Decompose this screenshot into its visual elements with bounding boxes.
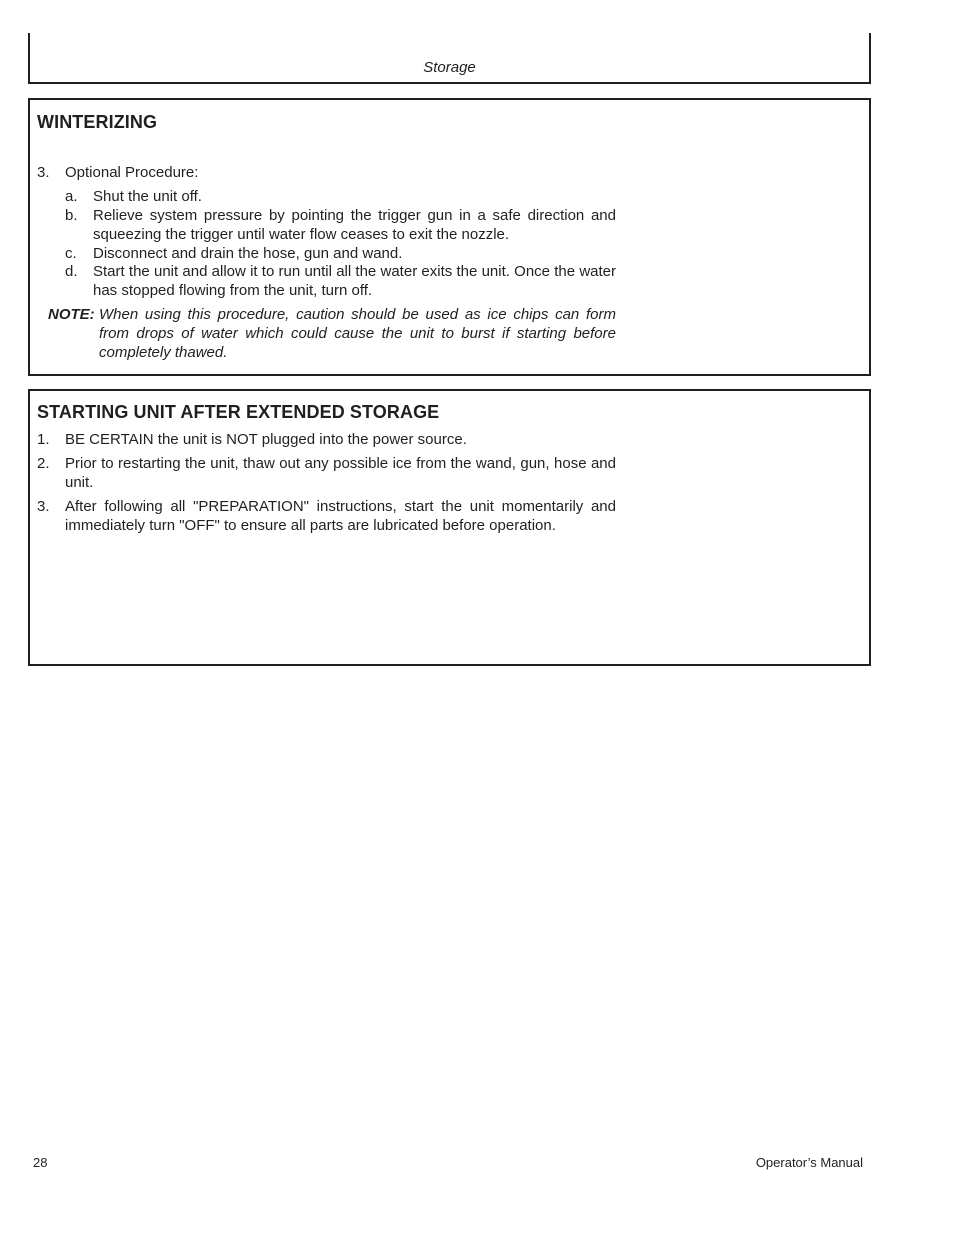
substep-letter: b. [65, 207, 78, 224]
step-text: After following all "PREPARATION" instructions, start the unit momentarily and immediately turn "OFF" to ensure all parts are lubricated before operation. [65, 498, 616, 534]
step-text: BE CERTAIN the unit is NOT plugged into the power source. [65, 431, 467, 448]
substep-letter: c. [65, 245, 77, 262]
page-number: 28 [33, 1155, 48, 1170]
substep-letter: a. [65, 188, 78, 205]
winterizing-heading: WINTERIZING [37, 112, 158, 132]
step-number: 3. [37, 164, 50, 181]
manual-title: Operator’s Manual [755, 1155, 863, 1170]
substep-text: Shut the unit off. [93, 188, 202, 205]
step-text: Optional Procedure: [65, 164, 199, 181]
substep-text: Relieve system pressure by pointing the trigger gun in a safe direction and squeezing the trigger until water flow ceases to exit the nozzle. [93, 207, 616, 243]
substep-text: Start the unit and allow it to run until all the water exits the unit. Once the water has stopped flowing from the unit, turn off. [93, 263, 616, 299]
starting-unit-section [28, 389, 871, 666]
winterizing-section [28, 98, 871, 376]
substep-text: Disconnect and drain the hose, gun and wand. [93, 245, 403, 262]
starting-heading: STARTING UNIT AFTER EXTENDED STORAGE [37, 402, 440, 422]
note-text: When using this procedure, caution should be used as ice chips can form from drops of water which could cause the unit to burst if starting before completely thawed. [99, 306, 616, 361]
section-title: Storage [423, 59, 476, 76]
step-number: 3. [37, 498, 50, 515]
step-number: 2. [37, 455, 50, 472]
substep-letter: d. [65, 263, 78, 280]
page-header [28, 33, 871, 84]
step-number: 1. [37, 431, 50, 448]
note-label: NOTE: [48, 306, 95, 323]
step-text: Prior to restarting the unit, thaw out any possible ice from the wand, gun, hose and unit. [65, 455, 616, 491]
